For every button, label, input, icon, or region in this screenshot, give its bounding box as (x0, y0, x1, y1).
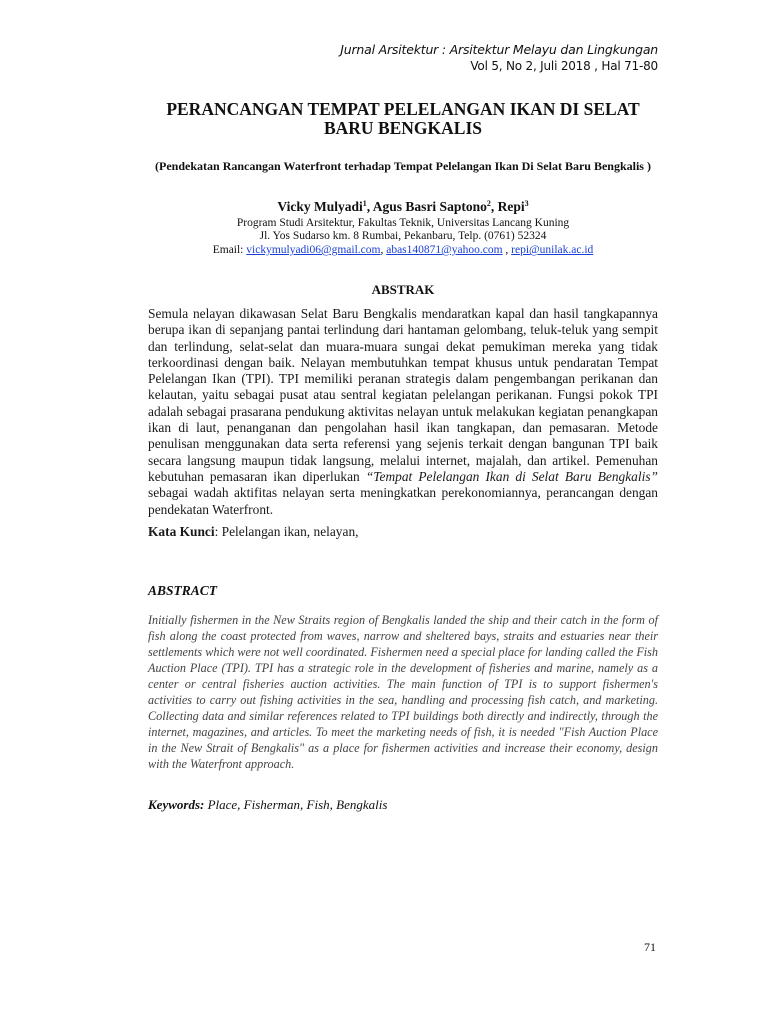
email-separator: , (380, 244, 387, 256)
keywords-line (148, 797, 658, 812)
page-number: 71 (644, 940, 656, 954)
author-affiliation-mark: 1 (362, 199, 367, 208)
journal-volume-info: Vol 5, No 2, Juli 2018 , Hal 71-80 (470, 59, 658, 73)
paper-subtitle: (Pendekatan Rancangan Waterfront terhadap Tempat Pelelangan Ikan Di Selat Baru Bengkalis ) (155, 159, 651, 173)
keywords-values: Place, Fisherman, Fish, Bengkalis (204, 797, 388, 812)
abstrak-text: sebagai wadah aktifitas nelayan serta meningkatkan perekonomiannya, perancangan dengan pendekatan Waterfront. (148, 485, 658, 517)
abstrak-paragraph (148, 306, 658, 518)
email-label: Email: (212, 244, 247, 256)
affiliation-institution: Program Studi Arsitektur, Fakultas Teknik, Universitas Lancang Kuning (236, 217, 570, 229)
author-name: Vicky Mulyadi (277, 199, 363, 214)
abstrak-italic-title: “Tempat Pelelangan Ikan di Selat Baru Bengkalis” (365, 468, 658, 484)
abstract-heading: ABSTRACT (148, 583, 218, 598)
email-link[interactable]: repi@unilak.ac.id (511, 244, 594, 256)
author-list (148, 199, 658, 215)
email-link[interactable]: vickymulyadi06@gmail.com (246, 244, 381, 256)
email-separator: , (502, 244, 512, 256)
abstrak-heading: ABSTRAK (371, 282, 435, 297)
paper-title: PERANCANGAN TEMPAT PELELANGAN IKAN DI SELAT BARU BENGKALIS (166, 99, 640, 138)
journal-header (340, 42, 658, 74)
email-link[interactable]: abas140871@yahoo.com (386, 244, 503, 256)
kata-kunci-line (148, 524, 658, 540)
affiliation-address: Jl. Yos Sudarso km. 8 Rumbai, Pekanbaru, Telp. (0761) 52324 (259, 230, 547, 242)
author-affiliation-mark: 3 (524, 199, 529, 208)
author-name: Repi (497, 199, 525, 214)
kata-kunci-values: : Pelelangan ikan, nelayan, (214, 524, 359, 539)
author-separator: , (490, 199, 498, 214)
email-line (148, 244, 658, 257)
abstrak-text: Semula nelayan dikawasan Selat Baru Bengkalis mendaratkan kapal dan hasil tangkapannya berupa ikan di sepanjang pantai terlindung dari hantaman gelombang, teluk-teluk yang sempit dan terlindung, selat-selat dan muara-muara sungai dekat pemukiman mereka yang tidak terkoordinasi dengan baik. Nelayan membutuhkan tempat khusus untuk pendaratan Tempat Pelelangan Ikan (TPI). TPI memiliki peranan strategis dalam pengembangan perikanan dan kelautan, yaitu sebagai pusat atau sentral kegiatan pelelangan perikanan. Fungsi pokok TPI adalah sebagai prasarana pendukung aktivitas nelayan untuk melakukan kegiatan penangkapan ikan di laut, penanganan dan pengolahan hasil ikan tangkapan, dan pemasaran. Metode penulisan menggunakan data serta referensi yang sejenis terkait dengan bangunan TPI baik secara langsung maupun tidak langsung, melalui internet, majalah, dan artikel. Pemenuhan kebutuhan pemasaran ikan diperlukan (148, 306, 658, 484)
journal-name: Jurnal Arsitektur : Arsitektur Melayu dan Lingkungan (340, 42, 658, 57)
author-separator: , (366, 199, 373, 214)
abstract-paragraph: Initially fishermen in the New Straits region of Bengkalis landed the ship and their catch in the form of fish along the coast protected from waves, narrow and sheltered bays, straits and estuaries near their settlements which were not well coordinated. Fishermen need a special place for landing called the Fish Auction Place (TPI). TPI has a strategic role in the development of fisheries and marine, namely as a center or central fisheries auction activities. The main function of TPI is to support fishermen's activities to carry out fishing activities in the sea, handling and processing fish catch, and marketing. Collecting data and similar references related to TPI buildings both directly and indirectly, through the internet, magazines, and articles. To meet the marketing needs of fish, it is needed "Fish Auction Place in the New Strait of Bengkalis" as a place for fishermen activities and increase their economy, design with the Waterfront approach. (148, 613, 658, 771)
author-name: Agus Basri Saptono (372, 199, 487, 214)
keywords-label: Keywords: (148, 797, 205, 812)
author-affiliation-mark: 2 (486, 199, 491, 208)
kata-kunci-label: Kata Kunci (148, 524, 215, 539)
